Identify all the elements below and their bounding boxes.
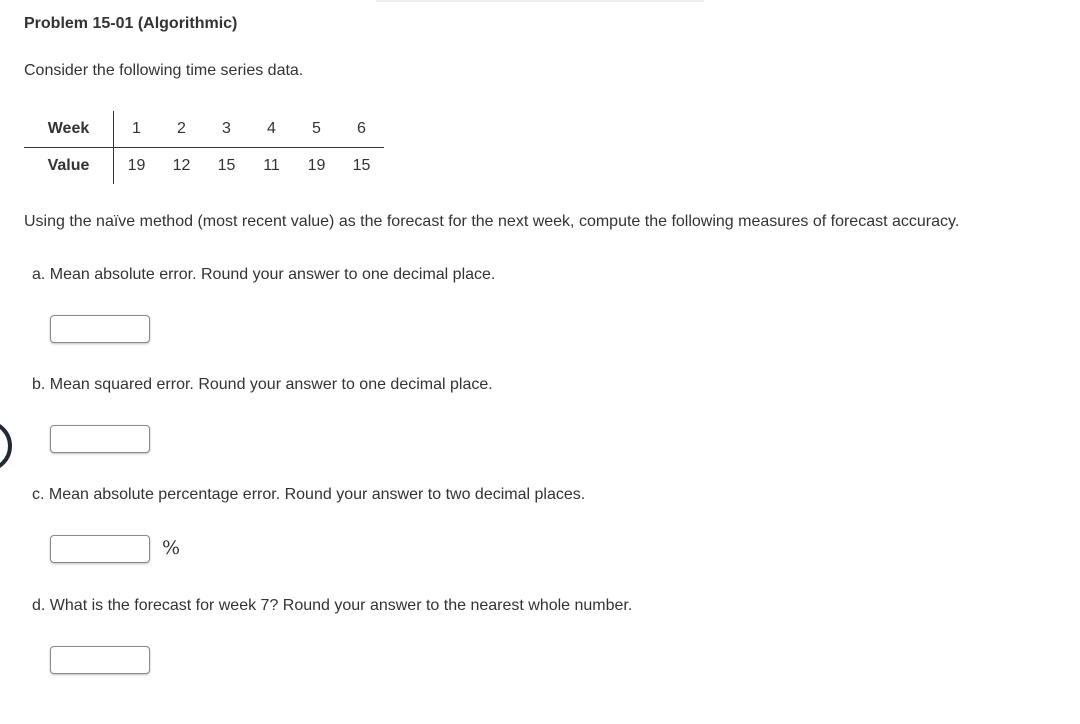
question-b-text: b. Mean squared error. Round your answer to one decimal place.	[32, 376, 493, 393]
week-row	[24, 111, 384, 148]
week-cell: 4	[249, 111, 294, 148]
value-cell: 19	[307, 157, 326, 174]
week-cell: 5	[294, 111, 339, 148]
question-c-text: c. Mean absolute percentage error. Round your answer to two decimal places.	[32, 486, 586, 503]
week-cell: 2	[159, 111, 204, 148]
problem-intro: Consider the following time series data.	[24, 62, 304, 79]
answer-b-input[interactable]	[50, 425, 150, 453]
time-series-table	[24, 111, 384, 184]
value-cell: 15	[217, 157, 236, 174]
answer-a-input[interactable]	[50, 315, 150, 343]
value-row	[24, 148, 384, 185]
week-header: Week	[24, 111, 114, 148]
value-header: Value	[24, 148, 114, 185]
week-cell: 1	[114, 111, 160, 148]
side-ring-icon	[0, 420, 12, 472]
value-cell: 12	[172, 157, 191, 174]
value-cell: 11	[263, 157, 280, 174]
week-cell: 3	[204, 111, 249, 148]
value-cell: 19	[127, 157, 146, 174]
problem-instructions: Using the naïve method (most recent value) as the forecast for the next week, compute the following measures of forecast accuracy.	[24, 213, 960, 230]
percent-unit-label: %	[162, 537, 181, 559]
answer-c-input[interactable]	[50, 535, 150, 563]
value-cell: 15	[352, 157, 371, 174]
answer-d-input[interactable]	[50, 646, 150, 674]
question-d-text: d. What is the forecast for week 7? Round your answer to the nearest whole number.	[32, 597, 633, 614]
problem-title: Problem 15-01 (Algorithmic)	[24, 15, 238, 32]
top-divider	[376, 0, 704, 2]
week-cell: 6	[339, 111, 384, 148]
question-a-text: a. Mean absolute error. Round your answer to one decimal place.	[32, 266, 496, 283]
